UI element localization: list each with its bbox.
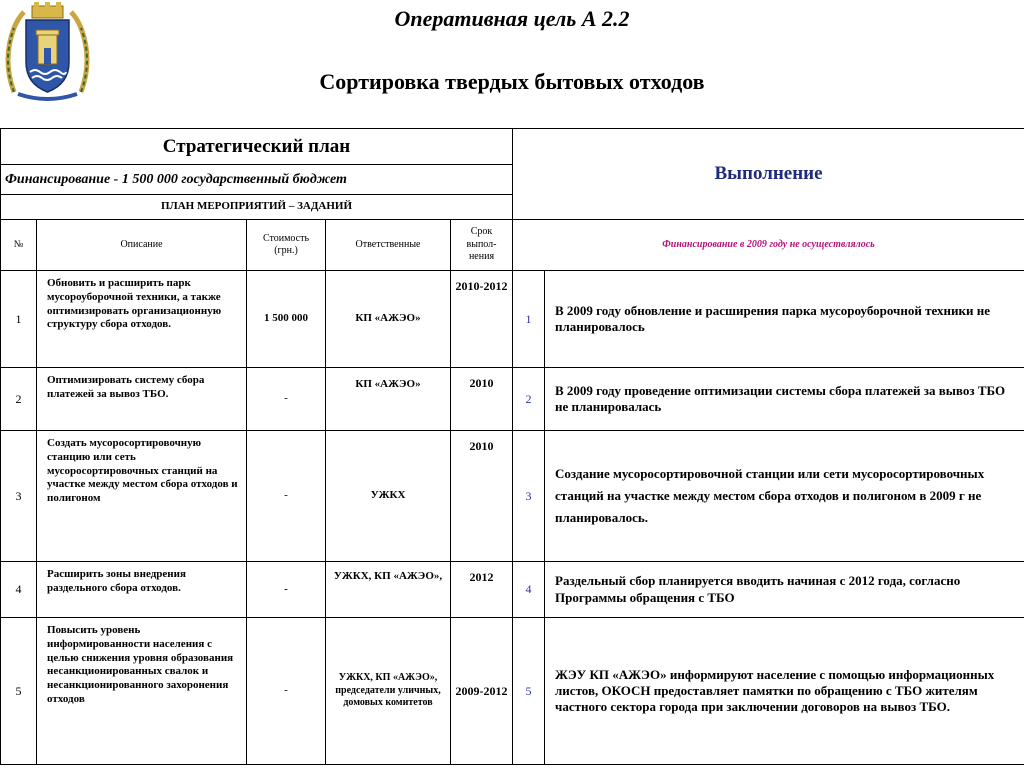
row-cost: -: [247, 431, 326, 562]
financing-2009-note: Финансирование в 2009 году не осуществлялось: [513, 220, 1024, 271]
row-responsible: КП «АЖЭО»: [326, 368, 451, 431]
row-term: 2010: [451, 431, 513, 562]
row-description: Повысить уровень информированности населения с целью снижения уровня образования несанкционированных свалок и несанкционированного захоронения отходов: [37, 618, 247, 765]
col-header-num: №: [1, 220, 37, 271]
row-responsible: УЖКХ, КП «АЖЭО»,: [326, 562, 451, 618]
row-result-number: 1: [513, 271, 545, 368]
row-result-number: 2: [513, 368, 545, 431]
row-result: Раздельный сбор планируется вводить начиная с 2012 года, согласно Программы обращения с ТБО: [545, 562, 1024, 618]
row-description: Создать мусоросортировочную станцию или сеть мусоросортировочных станций на участке между местом сбора отходов и полигоном: [37, 431, 247, 562]
col-header-term: Срок выпол-нения: [451, 220, 513, 271]
row-description: Обновить и расширить парк мусороуборочной техники, а также оптимизировать организационную структуру сбора отходов.: [37, 271, 247, 368]
plan-table: [0, 128, 1024, 765]
row-number: 4: [1, 562, 37, 618]
row-number: 3: [1, 431, 37, 562]
plan-label-row: ПЛАН МЕРОПРИЯТИЙ – ЗАДАНИЙ: [1, 195, 513, 220]
col-header-desc: Описание: [37, 220, 247, 271]
row-number: 2: [1, 368, 37, 431]
row-term: 2009-2012: [451, 618, 513, 765]
row-responsible: УЖКХ, КП «АЖЭО», председатели уличных, домовых комитетов: [326, 618, 451, 765]
row-result: В 2009 году обновление и расширения парка мусороуборочной техники не планировалось: [545, 271, 1024, 368]
row-result: В 2009 году проведение оптимизации системы сбора платежей за вывоз ТБО не планировалась: [545, 368, 1024, 431]
row-term: 2010-2012: [451, 271, 513, 368]
table-row: [1, 562, 1024, 618]
table-row: [1, 271, 1024, 368]
row-number: 1: [1, 271, 37, 368]
row-number: 5: [1, 618, 37, 765]
col-header-resp: Ответственные: [326, 220, 451, 271]
col-header-cost: Стоимость (грн.): [247, 220, 326, 271]
row-term: 2010: [451, 368, 513, 431]
row-description: Оптимизировать систему сбора платежей за вывоз ТБО.: [37, 368, 247, 431]
table-row: [1, 431, 1024, 562]
financing-row: Финансирование - 1 500 000 государственный бюджет: [1, 165, 513, 195]
table-row: [1, 368, 1024, 431]
row-cost: -: [247, 618, 326, 765]
row-cost: -: [247, 562, 326, 618]
row-responsible: КП «АЖЭО»: [326, 271, 451, 368]
row-result: Создание мусоросортировочной станции или сети мусоросортировочных станций на участке между местом сбора отходов и полигоном в 2009 г не планировалось.: [545, 431, 1024, 562]
row-result: ЖЭУ КП «АЖЭО» информируют население с помощью информационных листов, ОКОСН предоставляет памятки по обращению с ТБО жителям частного сектора города при заключении договоров на вывоз ТБО.: [545, 618, 1024, 765]
execution-header: Выполнение: [513, 129, 1024, 220]
slide-title: Оперативная цель А 2.2: [394, 6, 630, 31]
slide-subtitle: Сортировка твердых бытовых отходов: [319, 69, 705, 94]
row-cost: 1 500 000: [247, 271, 326, 368]
row-result-number: 4: [513, 562, 545, 618]
table-row: [1, 618, 1024, 765]
strategic-plan-header: Стратегический план: [1, 129, 513, 165]
row-responsible: УЖКХ: [326, 431, 451, 562]
row-term: 2012: [451, 562, 513, 618]
row-description: Расширить зоны внедрения раздельного сбора отходов.: [37, 562, 247, 618]
column-header-row: [1, 220, 1024, 271]
row-result-number: 3: [513, 431, 545, 562]
row-cost: -: [247, 368, 326, 431]
row-result-number: 5: [513, 618, 545, 765]
